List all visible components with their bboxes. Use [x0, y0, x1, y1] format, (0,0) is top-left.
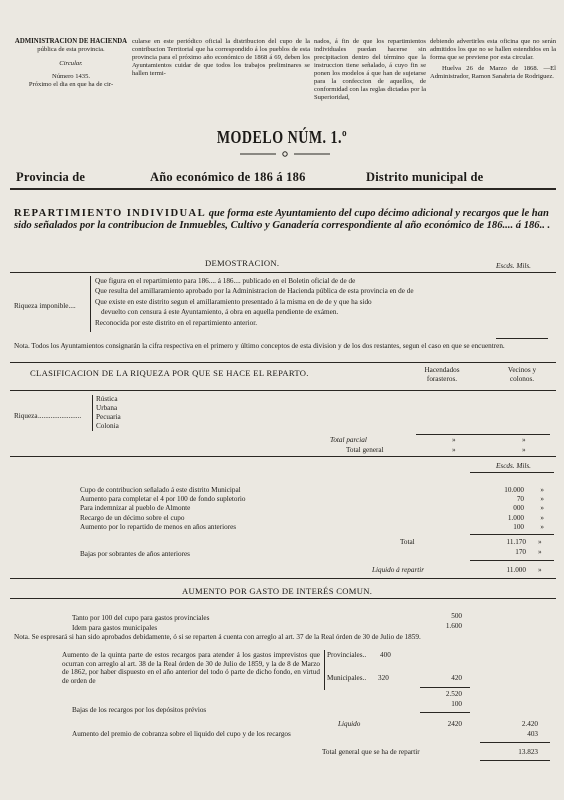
hacendados-header: Hacendados forasteros.: [424, 366, 460, 383]
section-rule: [10, 456, 556, 457]
cupo-row-value: 10.000: [504, 486, 524, 494]
cupo-row-mark: »: [540, 495, 544, 504]
quinta-parte-text: Aumento de la quinta parte de estos recargos para atender á los gastos imprevistos que ocurran con arreglo al art. 38 de la Real órden de 30 de Julio de 1859, y la de 8 de Marzo de 1862, por haber dispuesto en el año anterior del todo ó parte de dicho fondo, en virtud de orden de: [62, 651, 320, 685]
section-rule: [10, 578, 556, 579]
cupo-row-mark: »: [540, 513, 544, 522]
column-3-text: nados, á fin de que los repartimientos individuales puedan hacerse sin precipitacion dentro del término que la instruccion tiene señalado, á cuyo fin se ponen los modelos á que han de sujetarse para la confeccion de aquellos, de conformidad con las reglas dictadas por la Superioridad,: [314, 38, 426, 101]
cupo-row: [80, 495, 550, 504]
section-rule: [10, 362, 556, 363]
municipales-label: Municipales..: [327, 674, 367, 682]
cupo-row-mark: »: [540, 486, 544, 494]
circular-label: Circular.: [59, 60, 83, 67]
brace: [90, 276, 91, 332]
riqueza-item: Colonia: [96, 422, 119, 430]
signature: Huelva 26 de Marzo de 1868. —El Administrador, Ramon Sanabria de Rodriguez.: [430, 65, 556, 80]
currency-header: Escds. Mils.: [496, 462, 531, 470]
provinciales-label: Provinciales..: [327, 651, 367, 659]
quote-mark: »: [538, 566, 542, 574]
subtotal-rule: [416, 434, 550, 435]
brace: [92, 395, 93, 431]
liquido-value: 11.000: [506, 566, 526, 574]
provinciales-value: 400: [380, 651, 391, 659]
quote-mark: »: [538, 538, 542, 546]
cupo-row-label: Para indemnizar al pueblo de Almonte: [80, 504, 191, 513]
cupo-row: [80, 523, 550, 532]
distrito-label: Distrito municipal de: [366, 170, 484, 184]
repartimiento-title: [14, 208, 552, 232]
cupo-row-value: 1.000: [507, 513, 524, 522]
column-4-text: debiendo advertirles esta oficina que no serán admitidos los que no se hallen estendidos en la forma que se previene por esta circular.: [430, 38, 556, 61]
idem-label: Idem para gastos municipales: [72, 624, 158, 632]
leader-dots: ........................: [38, 412, 82, 420]
subtotal-rule: [420, 712, 470, 713]
cupo-table: [80, 486, 550, 532]
idem-value: 1.600: [445, 622, 462, 630]
aumento-subtotal: 2.520: [445, 690, 462, 698]
aumento-title: AUMENTO POR GASTO DE INTERÉS COMUN.: [182, 586, 373, 596]
model-title: MODELO NÚM. 1.º: [216, 129, 348, 148]
column-4: [430, 38, 556, 81]
total-parcial-label: Total parcial: [330, 436, 367, 444]
subtotal-rule: [470, 560, 554, 561]
column-2-text: cularse en este periódico oficial la distribucion del cupo de la contribucion Territorial que ha correspondido á los pueblos de esta provincia para el próximo año económico de 1868 á 69, deben los Ayuntamientos cuidar de que todos los trabajos preliminares se hallen termi-: [132, 38, 310, 77]
cupo-row: [80, 514, 550, 523]
repartimiento-text: que forma este Ayuntamiento del cupo décimo adicional y recargos que le han sido señalados por la contribucion de Inmuebles, Cultivo y Ganadería correspondiente al año económico de 186.... á 186.. .: [14, 208, 551, 231]
total-rule: [480, 760, 550, 761]
circular-column: [12, 38, 130, 89]
demostracion-line: Reconocida por este distrito en el repartimiento anterior.: [95, 318, 258, 327]
cupo-row: [80, 486, 550, 495]
total-rule: [480, 742, 550, 743]
aumento-rule: [10, 598, 556, 599]
demostracion-title: DEMOSTRACION.: [205, 258, 280, 268]
circular-number: Número 1435.: [51, 73, 91, 80]
bajas-label: Bajas por sobrantes de años anteriores: [80, 550, 190, 558]
cupo-row-mark: »: [540, 504, 544, 513]
currency-rule: [470, 472, 554, 473]
circular-text: Próximo el dia en que ha de cir-: [28, 81, 114, 88]
provincia-label: Provincia de: [16, 170, 86, 184]
riqueza-item: Rústica: [96, 395, 118, 403]
total-general-label: Total general: [346, 446, 384, 454]
riqueza-item: Pecuaria: [96, 413, 121, 421]
demostracion-line: devuelto con censura á este Ayuntamiento, á obra en aquella pendiente de exámen.: [101, 308, 339, 317]
quote-mark: »: [452, 436, 456, 444]
bajas-depositos-label: Bajas de los recargos por los depósitos prévios: [72, 706, 207, 714]
cupo-row-mark: »: [540, 522, 544, 531]
subtotal-rule: [420, 687, 470, 688]
quinta-sum-value: 420: [451, 674, 462, 682]
tanto-label: Tanto por 100 del cupo para gastos provinciales: [72, 614, 210, 622]
cupo-row: [80, 504, 550, 513]
quote-mark: »: [538, 548, 542, 556]
office-title: ADMINISTRACION DE HACIENDA: [14, 38, 128, 45]
clasificacion-rule: [10, 390, 556, 391]
ano-economico-label: Año económico de 186 á 186: [150, 170, 306, 184]
aumento-liquido-label: Liquido: [338, 720, 361, 728]
demostracion-line: Que existe en este distrito segun el amillaramiento presentado á la misma en de de y que ha sido: [95, 297, 372, 306]
municipales-value: 320: [378, 674, 389, 682]
cupo-row-value: 70: [516, 495, 524, 504]
cupo-row-label: Recargo de un décimo sobre el cupo: [80, 513, 185, 522]
total-general-repartir-value: 13.823: [518, 748, 538, 756]
office-subtitle: pública de esta provincia.: [37, 46, 105, 53]
quote-mark: »: [522, 436, 526, 444]
aumento-liquido-right: 2.420: [521, 720, 538, 728]
liquido-label: Liquido á repartir: [372, 566, 425, 574]
quote-mark: »: [522, 446, 526, 454]
riqueza-label: Riqueza: [14, 412, 38, 420]
quote-mark: »: [452, 446, 456, 454]
premio-label: Aumento del premio de cobranza sobre el liquido del cupo y de los recargos: [72, 730, 291, 738]
riqueza-items: [96, 395, 121, 431]
cupo-total-value: 11.170: [506, 538, 526, 546]
brace: [324, 650, 325, 690]
cupo-row-label: Aumento por lo repartido de menos en años anteriores: [80, 522, 237, 531]
aumento-liquido-value: 2420: [447, 720, 462, 728]
value-rule: [496, 338, 548, 339]
demostracion-rule: [10, 272, 556, 273]
bajas-value: 170: [515, 548, 526, 556]
bajas-depositos-value: 100: [451, 700, 462, 708]
currency-header: Escds. Mils.: [496, 262, 531, 270]
riqueza-imponible-label: Riqueza imponible....: [14, 302, 76, 310]
demostracion-line: Que figura en el repartimiento para 186.... á 186.... publicado en el Boletin oficial de de de: [95, 277, 356, 285]
cupo-row-value: 100: [513, 522, 524, 531]
cupo-total-label: Total: [400, 538, 415, 546]
riqueza-item: Urbana: [96, 404, 118, 412]
cupo-row-value: 000: [513, 504, 524, 513]
total-general-repartir-label: Total general que se ha de repartir: [322, 748, 420, 756]
demostracion-line: Que resulta del amillaramiento aprobado por la Administracion de Hacienda pública de esta provincia en de de: [95, 287, 414, 296]
repartimiento-lead: REPARTIMIENTO INDIVIDUAL: [14, 208, 207, 219]
cupo-row-label: Cupo de contribucion señalado á este distrito Municipal: [80, 486, 241, 494]
tanto-value: 500: [451, 612, 462, 620]
ornament-rule-icon: [240, 151, 330, 157]
premio-value: 403: [527, 730, 538, 738]
clasificacion-title: CLASIFICACION DE LA RIQUEZA POR QUE SE HACE EL REPARTO.: [30, 368, 309, 378]
aumento-note: Nota. Se espresará si han sido aprobados debidamente, ó si se reparten á cuenta con arreglo al art. 37 de la Real órden de 30 de Julio de 1859.: [14, 633, 421, 641]
demostracion-note: Nota. Todos los Ayuntamientos consignarán la cifra respectiva en el primero y último conceptos de esta division y de los dos restantes, segun el caso en que se encuentren.: [14, 342, 505, 350]
total-rule: [470, 534, 554, 535]
headline-rule: [10, 188, 556, 190]
vecinos-header: Vecinos y colonos.: [507, 366, 537, 383]
demostracion-lines: [95, 276, 495, 328]
cupo-row-label: Aumento para completar el 4 por 100 de fondo supletorio: [80, 495, 246, 504]
